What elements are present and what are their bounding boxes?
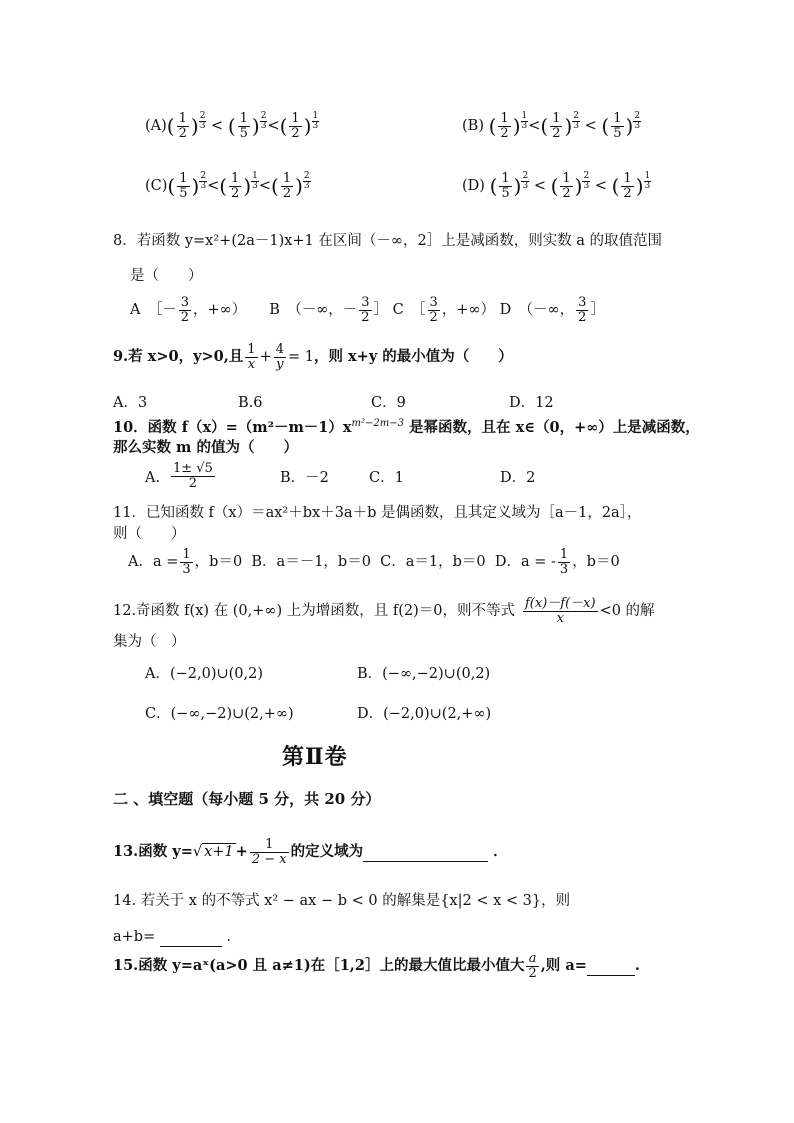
q8-options: A ［－ $\frac{3}{2}$ ，+∞） B （－∞，－ $\frac{3}{2}$ ］ C ［ $\frac{3}{2}$ ，+∞） D （－∞， $\frac{3}{2}$ ］: [130, 295, 605, 325]
exam-page: (A)( $\frac{1}{2}$ ) $\frac{2}{3}$ < ( $\frac{1}{5}$ ) $\frac{2}{3}$ <( $\frac{1}{2}$ ) $\frac{1}{3}$ (B) ( $\frac{1}{2}$ ) $\frac{1}{3}$ <( $\frac{1}{2}$ ) $\frac{2}{3}$ < ( $\frac{1}{5}$ ) $\frac{2}{3}$ (C)( $\frac{1}{5}$ ) $\frac{2}{3}$ <( $\frac{1}{2}$ ) $\frac{1}{3}$ <( $\frac{1}{2}$ ) $\frac{2}{3}$ (D) ( $\frac{1}{5}$ ) $\frac{2}{3}$ < ( $\frac{1}{2}$ ) $\frac{2}{3}$ < ( $\frac{1}{2}$ ) $\frac{1}{3}$ 8．若函数 y=x²+(2a－1)x+1 在区间（－∞，2］上是减函数，则实数 a 的取值范围 是（ ） A ［－ $\frac{3}{2}$ ，+∞） B （－∞，－ $\frac{3}{2}$ ］ C ［ $\frac{3}{2}$ ，+∞） D （－∞， $\frac{3}{2}$ ］ 9.若 x>0，y>0,且 $\frac{1}{x}$ + $\frac{4}{y}$ = 1，则 x+y 的最小值为（ ） A．3 B.6 C．9 D．12 10．函数 $f(x)=(m^2-m-1)x^{m^2-2m-3}$ 是幂函数，且在 x∈（0，+∞）上是减函数， 那么实数 m 的值为（ ） A. $\frac{1\pm √5}{2}$ B．－2 C．1 D．2 11．已知函数 f（x）＝ax²＋bx＋3a＋b 是偶函数，且其定义域为［a－1，2a］， 则（ ） A．a = $\frac{1}{3}$ ，b＝0 B．a＝－1，b＝0 C．a＝1，b＝0 D．a = - $\frac{1}{3}$ ，b＝0 12.奇函数 f(x) 在 (0,+∞) 上为增函数，且 f(2)＝0，则不等式 $\frac{f(x)-f(-x)}{x}$ <0 的解 集为（ ） A．(−2,0)∪(0,2) B．(−∞,−2)∪(0,2) C．(−∞,−2)∪(2,+∞) D．(−2,0)∪(2,+∞) 第Ⅱ卷 二 、填空题（每小题 5 分，共 20 分） 13.函数 y=√ x+1 + $\frac{1}{2 - x}$ 的定义域为 ． 14. 若关于 x 的不等式 x² − ax − b < 0 的解集是{x|2 < x < 3}，则 a+b= ． 15.函数 y=aˣ(a>0 且 a≠1)在［1,2］上的最大值比最小值大 $\frac{a}{2}$ ,则 a= .: [113, 111, 700, 981]
q11-stem-cont: 则（ ）: [113, 526, 186, 542]
q12-stem-cont: 集为（ ）: [113, 634, 186, 650]
q14-answer-line: a+b= ．: [113, 929, 241, 947]
q9-stem: 9.若 x>0，y>0,且 $\frac{1}{x}$ + $\frac{4}{y}$ = 1，则 x+y 的最小值为（ ）: [113, 342, 513, 372]
q12-option-d: D．(−2,0)∪(2,+∞): [357, 706, 492, 722]
q14-answer-blank[interactable]: [160, 929, 222, 947]
q7-option-c: (C)( $\frac{1}{5}$ ) $\frac{2}{3}$ <( $\frac{1}{2}$ ) $\frac{1}{3}$ <( $\frac{1}{2}$ ) $\frac{2}{3}$: [145, 171, 310, 201]
q12-option-b: B．(−∞,−2)∪(0,2): [357, 666, 491, 682]
q13-stem: 13.函数 y=√ x+1 + $\frac{1}{2 - x}$ 的定义域为 ．: [113, 837, 508, 867]
q7-option-a: (A)( $\frac{1}{2}$ ) $\frac{2}{3}$ < ( $\frac{1}{5}$ ) $\frac{2}{3}$ <( $\frac{1}{2}$ ) $\frac{1}{3}$: [145, 111, 319, 141]
q15-answer-blank[interactable]: [587, 957, 635, 975]
q12-option-c: C．(−∞,−2)∪(2,+∞): [145, 706, 294, 722]
q11-options: A．a = $\frac{1}{3}$ ，b＝0 B．a＝－1，b＝0 C．a＝1，b＝0 D．a = - $\frac{1}{3}$ ，b＝0: [128, 547, 620, 577]
section-heading: 二 、填空题（每小题 5 分，共 20 分）: [113, 790, 381, 808]
part-two-heading: 第Ⅱ卷: [282, 744, 348, 770]
q10-stem-cont: 那么实数 m 的值为（ ）: [113, 439, 298, 456]
q7-option-d: (D) ( $\frac{1}{5}$ ) $\frac{2}{3}$ < ( $\frac{1}{2}$ ) $\frac{2}{3}$ < ( $\frac{1}{2}$ ) $\frac{1}{3}$: [462, 171, 651, 201]
q11-stem: 11．已知函数 f（x）＝ax²＋bx＋3a＋b 是偶函数，且其定义域为［a－1，2a］，: [113, 505, 642, 521]
q10-stem: 10．函数 $f(x)=(m^2-m-1)x^{m^2-2m-3}$ 是幂函数，且在 x∈（0，+∞）上是减函数，: [113, 418, 700, 436]
q12-option-a: A．(−2,0)∪(0,2): [145, 666, 264, 682]
q8-stem: 8．若函数 y=x²+(2a－1)x+1 在区间（－∞，2］上是减函数，则实数 a 的取值范围: [113, 233, 663, 249]
q13-answer-blank[interactable]: [363, 843, 488, 861]
option-label: (A): [145, 118, 167, 135]
q12-stem: 12.奇函数 f(x) 在 (0,+∞) 上为增函数，且 f(2)＝0，则不等式 $\frac{f(x)-f(-x)}{x}$ <0 的解: [113, 596, 655, 626]
q7-option-b: (B) ( $\frac{1}{2}$ ) $\frac{1}{3}$ <( $\frac{1}{2}$ ) $\frac{2}{3}$ < ( $\frac{1}{5}$ ) $\frac{2}{3}$: [462, 111, 641, 141]
q14-stem: 14. 若关于 x 的不等式 x² − ax − b < 0 的解集是{x|2 < x < 3}，则: [113, 893, 571, 909]
q8-stem-cont: 是（ ）: [130, 268, 203, 284]
q15-stem: 15.函数 y=aˣ(a>0 且 a≠1)在［1,2］上的最大值比最小值大 $\frac{a}{2}$ ,则 a= .: [113, 951, 640, 981]
